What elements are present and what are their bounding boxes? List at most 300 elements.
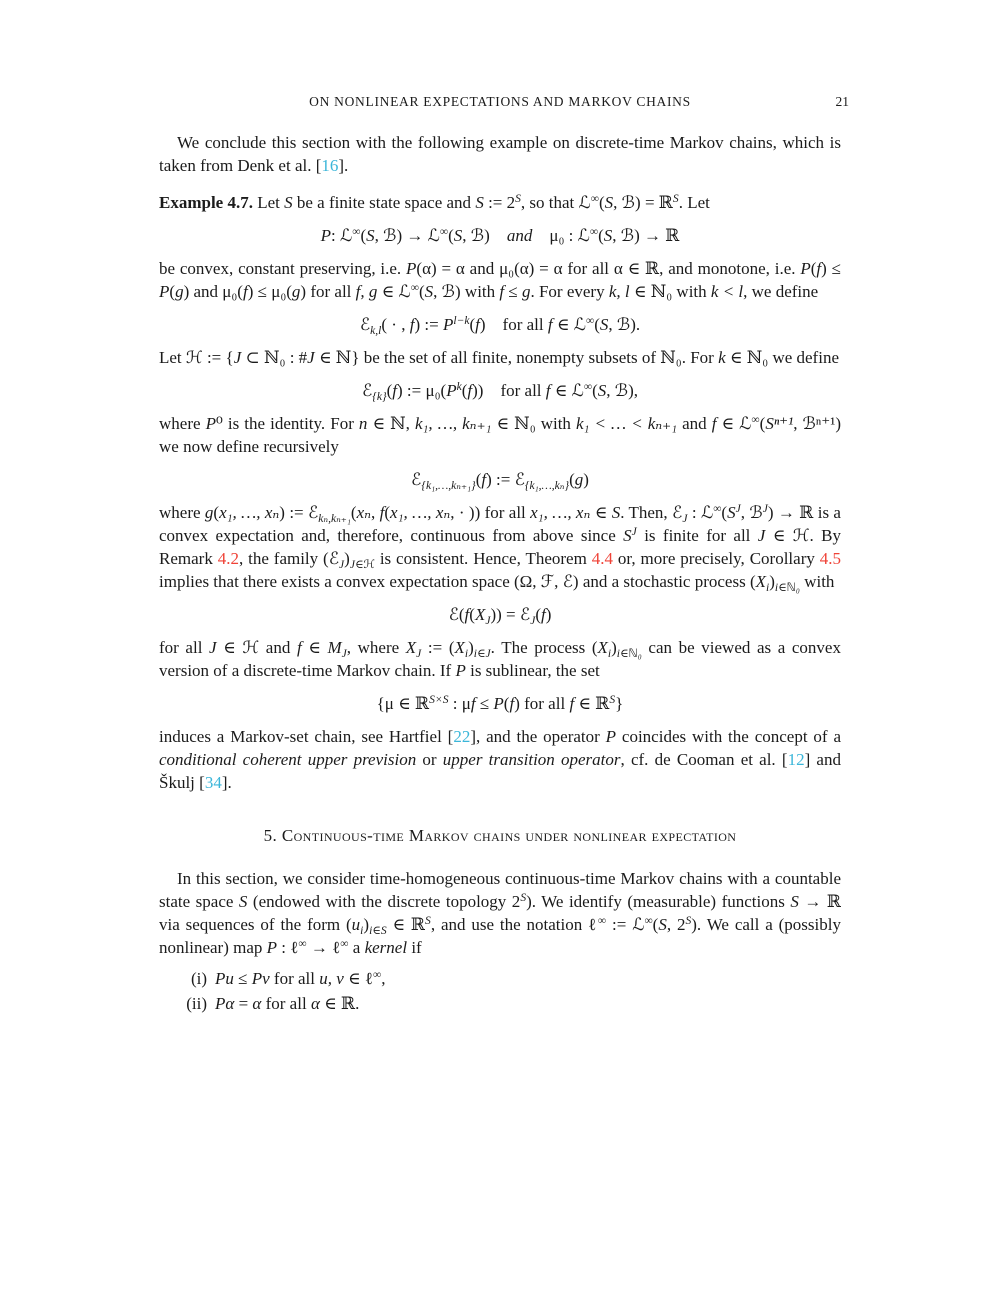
- text-run: S: [520, 891, 527, 905]
- text-run: f: [816, 259, 822, 278]
- text-run: X: [405, 638, 417, 657]
- text-run: S: [672, 192, 679, 206]
- text-run: ∈ ℓ: [343, 969, 374, 988]
- text-run: or, more precisely, Corollary: [612, 549, 820, 568]
- text-run: ( · ,: [381, 315, 410, 334]
- text-run: M: [327, 638, 342, 657]
- text-run: ∞: [340, 937, 349, 951]
- text-run: S: [604, 193, 614, 212]
- text-run: ) ≤ μ₀(: [247, 282, 292, 301]
- text-run: ∈ ℕ} be the set of all finite, nonempty subsets of ℕ₀. For: [314, 348, 719, 367]
- text-run: kernel: [364, 938, 408, 957]
- text-run: f: [296, 638, 302, 657]
- text-run: )): [472, 381, 484, 400]
- text-run: (: [469, 605, 475, 624]
- text-run: is consistent. Hence, Theorem: [374, 549, 592, 568]
- paragraph-example-4-7: [159, 191, 841, 214]
- text-run: J: [735, 502, 741, 516]
- text-run: , ℬ) = ℝ: [613, 193, 673, 212]
- text-run: =: [234, 994, 253, 1013]
- text-run: ∞: [585, 314, 595, 328]
- text-run: S: [238, 892, 248, 911]
- list-item-ii-text: [215, 991, 359, 1016]
- text-run: P: [455, 661, 466, 680]
- text-run: , we define: [743, 282, 819, 301]
- text-run: : ℓ: [277, 938, 299, 957]
- text-run: P: [320, 226, 331, 245]
- text-run: , where: [346, 638, 406, 657]
- text-run: ) := μ₀(: [397, 381, 447, 400]
- text-run: is sublinear, the set: [465, 661, 600, 680]
- text-run: k, l: [608, 282, 630, 301]
- text-run: J: [307, 348, 315, 367]
- text-run: implies that there exists a convex expectation space (Ω, ℱ, ℰ) and a stochastic process (: [159, 572, 756, 591]
- text-run: ∞: [644, 914, 653, 928]
- text-run: ) ≤: [821, 259, 841, 278]
- text-run: J: [209, 638, 217, 657]
- text-run: x₁, …, xₙ: [390, 503, 451, 522]
- text-run: ≤: [233, 969, 252, 988]
- text-run: i: [464, 646, 469, 660]
- text-run: ). We call a (possibly nonlinear) map: [159, 915, 841, 957]
- text-run: (: [652, 915, 659, 934]
- text-run: (: [169, 282, 176, 301]
- text-run: (: [569, 470, 575, 489]
- text-run: ℒ: [427, 226, 440, 245]
- text-run: J: [339, 557, 345, 571]
- paragraph-convex-monotone: [159, 257, 841, 303]
- text-run: ℒ: [571, 381, 584, 400]
- text-run: Sⁿ⁺¹: [765, 414, 794, 433]
- text-run: J: [631, 525, 637, 539]
- text-run: ℒ: [398, 282, 411, 301]
- text-run: (: [448, 226, 454, 245]
- text-run: ∈ ℝ: [574, 694, 610, 713]
- text-run: kₙ,kₙ₊₁: [318, 511, 351, 525]
- text-run: . The process (: [490, 638, 598, 657]
- equation-e-kl-definition: [159, 313, 841, 336]
- text-run: ∞: [410, 281, 419, 295]
- text-run: ℒ: [573, 315, 586, 334]
- text-run: ∈ ℝ.: [319, 994, 360, 1013]
- text-run: S: [284, 193, 293, 212]
- text-run: J: [682, 511, 688, 525]
- text-run: ∈ ℋ and: [216, 638, 297, 657]
- text-run: X: [474, 605, 486, 624]
- text-run: i: [607, 646, 612, 660]
- text-run: ∞: [751, 413, 760, 427]
- paragraph-where-g: [159, 501, 841, 593]
- text-run: is the identity. For: [222, 414, 359, 433]
- text-run: ℰ: [361, 381, 373, 400]
- text-run: f: [481, 470, 487, 489]
- text-run: be convex, constant preserving, i.e.: [159, 259, 407, 278]
- text-run: for all: [159, 638, 210, 657]
- text-run: P: [159, 282, 170, 301]
- text-run: ). We identify (measurable) functions: [526, 892, 791, 911]
- kernel-conditions-list: [159, 966, 841, 1016]
- text-run: ].: [221, 773, 232, 792]
- text-run: Let ℋ := {: [159, 348, 234, 367]
- text-run: ∈: [590, 503, 612, 522]
- text-run: (α) = α and μ₀(α) = α for all α ∈ ℝ, and monotone, i.e.: [416, 259, 801, 278]
- text-run: for all: [483, 381, 546, 400]
- text-run: X: [597, 638, 608, 657]
- text-run: {k}: [372, 389, 387, 403]
- text-run: ∈: [377, 282, 399, 301]
- text-run: ∈: [301, 638, 328, 657]
- text-run: Example 4.7.: [159, 193, 253, 212]
- text-run: ∞: [373, 968, 382, 982]
- text-run: ∈ ℕ₀ we define: [725, 348, 839, 367]
- text-run: J: [233, 348, 242, 367]
- text-run: , and use the notation ℓ: [430, 915, 598, 934]
- citation-link[interactable]: 12: [787, 750, 805, 769]
- text-run: ∞: [352, 225, 361, 239]
- citation-link[interactable]: 34: [204, 773, 222, 792]
- list-item-i-text: [215, 966, 386, 991]
- text-run: ℰ(: [448, 605, 465, 624]
- text-run: X: [454, 638, 465, 657]
- text-run: ∈: [552, 315, 574, 334]
- text-run: S: [727, 503, 736, 522]
- text-run: , ℬ) →: [374, 226, 428, 245]
- text-run: , ℬ),: [606, 381, 639, 400]
- text-run: ℒ: [632, 915, 645, 934]
- text-run: J: [485, 613, 491, 627]
- text-run: and: [489, 226, 550, 245]
- text-run: ) :=: [414, 315, 443, 334]
- text-run: μ₀ :: [549, 226, 578, 245]
- text-run: ℰ: [411, 470, 422, 489]
- text-run: := 2: [483, 193, 516, 212]
- text-run: ) for all: [514, 694, 570, 713]
- text-run: f: [711, 414, 717, 433]
- internal-ref-link[interactable]: 4.4: [591, 549, 613, 568]
- text-run: ⊂ ℕ₀ : #: [241, 348, 308, 367]
- text-run: ℒ: [577, 226, 590, 245]
- text-run: f: [242, 282, 248, 301]
- text-run: , so that: [520, 193, 579, 212]
- text-run: , ℬ): [462, 226, 490, 245]
- text-run: with: [799, 572, 835, 591]
- text-run: ): [611, 638, 617, 657]
- text-run: S: [425, 914, 431, 928]
- text-run: P: [800, 259, 811, 278]
- text-run: (: [599, 193, 605, 212]
- text-run: :: [330, 226, 340, 245]
- text-run: (: [475, 470, 482, 489]
- text-run: coincides with the concept of a: [616, 727, 841, 746]
- citation-link[interactable]: 22: [453, 727, 471, 746]
- text-run: ): [545, 605, 552, 624]
- text-run: α: [225, 994, 235, 1013]
- text-run: g: [204, 503, 214, 522]
- text-run: ∈ ℋ. By Remark: [159, 526, 841, 568]
- text-run: i∈J: [473, 646, 491, 660]
- text-run: ∞: [298, 937, 307, 951]
- text-run: . For every: [530, 282, 609, 301]
- text-run: or: [416, 750, 443, 769]
- text-run: (: [350, 503, 357, 522]
- text-run: i∈ℕ₀: [616, 646, 642, 660]
- text-run: and: [677, 414, 712, 433]
- text-run: (: [592, 381, 598, 400]
- text-run: (: [535, 605, 541, 624]
- text-run: (: [386, 381, 393, 400]
- text-run: P: [266, 938, 278, 957]
- text-run: ∈: [550, 381, 572, 400]
- text-run: for all: [261, 994, 311, 1013]
- text-run: upper transition operator: [442, 750, 621, 769]
- text-run: J∈ℋ: [349, 557, 375, 571]
- list-item-ii: [159, 991, 841, 1016]
- text-run: S: [685, 914, 692, 928]
- text-run: {μ ∈ ℝ: [376, 694, 430, 713]
- text-run: , ℬ).: [608, 315, 641, 334]
- text-run: (: [759, 414, 766, 433]
- text-run: {k₁,…,kₙ₊₁}: [421, 478, 476, 492]
- text-run: k: [718, 348, 726, 367]
- text-run: We conclude this section with the following example on discrete-time Markov chains, which is taken from Denk et al. [: [159, 133, 841, 175]
- text-run: ℒ: [739, 414, 752, 433]
- text-run: f: [470, 694, 476, 713]
- text-run: {k₁,…,kₙ}: [524, 478, 570, 492]
- text-run: for all: [485, 315, 548, 334]
- text-run: for all: [269, 969, 320, 988]
- text-run: ] and Škulj [: [159, 750, 841, 792]
- text-run: S: [609, 693, 616, 707]
- text-run: S: [453, 226, 463, 245]
- text-run: ].: [338, 156, 349, 175]
- text-run: f, g: [355, 282, 378, 301]
- text-run: ): [468, 638, 474, 657]
- text-run: a: [348, 938, 365, 957]
- text-run: k,l: [370, 323, 382, 337]
- text-run: α: [310, 994, 320, 1013]
- text-run: i∈ℕ₀: [774, 580, 800, 594]
- text-run: . Then,: [620, 503, 673, 522]
- text-run: (: [384, 503, 391, 522]
- text-run: (: [360, 226, 367, 245]
- text-run: ): [479, 315, 486, 334]
- text-run: In this section, we consider time-homogeneous continuous-time Markov chains with a countable state space: [159, 869, 841, 911]
- paragraph-identity-recursive: [159, 412, 841, 458]
- text-run: f: [379, 503, 385, 522]
- text-run: ): [344, 549, 350, 568]
- text-run: (: [721, 503, 728, 522]
- text-run: i∈S: [369, 923, 387, 937]
- text-run: f: [409, 315, 415, 334]
- paragraph-intro: [159, 131, 841, 177]
- text-run: i: [360, 923, 364, 937]
- text-run: f: [475, 315, 480, 334]
- text-run: J: [762, 502, 768, 516]
- text-run: x₁, …, xₙ: [530, 503, 591, 522]
- text-run: v: [262, 969, 270, 988]
- text-run: S: [603, 226, 613, 245]
- text-run: : μ: [448, 694, 471, 713]
- text-run: g: [521, 282, 531, 301]
- text-run: f: [467, 381, 473, 400]
- text-run: ): [583, 470, 589, 489]
- text-run: . Let: [678, 193, 710, 212]
- text-run: g: [291, 282, 301, 301]
- text-run: S: [623, 526, 632, 545]
- equation-mu-set: [159, 692, 841, 715]
- text-run: (: [594, 315, 600, 334]
- text-run: g: [175, 282, 184, 301]
- text-run: f: [545, 381, 551, 400]
- text-run: X: [755, 572, 767, 591]
- text-run: l−k: [453, 314, 470, 328]
- text-run: J: [341, 646, 347, 660]
- text-run: P: [493, 694, 504, 713]
- text-run: (: [418, 282, 425, 301]
- text-run: x₁, …, xₙ: [219, 503, 280, 522]
- equation-e-k-definition: [159, 379, 841, 402]
- text-run: (: [469, 315, 476, 334]
- text-run: n: [358, 414, 368, 433]
- equation-recursive-definition: [159, 468, 841, 491]
- text-run: ∈ ℕ,: [367, 414, 415, 433]
- text-run: ∞: [583, 380, 593, 394]
- text-run: , ℬ: [740, 503, 763, 522]
- text-run: S: [597, 381, 607, 400]
- equation-e-f-xj: [159, 603, 841, 626]
- text-run: ∞: [589, 225, 599, 239]
- text-run: f: [464, 605, 470, 624]
- text-run: J: [416, 646, 422, 660]
- text-run: conditional coherent upper prevision: [159, 750, 417, 769]
- text-run: J: [757, 526, 766, 545]
- paragraph-section5-intro: [159, 867, 841, 959]
- text-run: P: [406, 259, 417, 278]
- text-run: k₁ < … < kₙ₊₁: [575, 414, 678, 433]
- text-run: , · )) for all: [450, 503, 531, 522]
- text-run: P: [446, 381, 457, 400]
- text-run: ∞: [439, 225, 449, 239]
- text-run: ) := ℰ: [486, 470, 525, 489]
- running-head: [159, 94, 849, 110]
- text-run: , ℬ) → ℝ: [612, 226, 680, 245]
- page-number: 21: [835, 94, 849, 109]
- internal-ref-link[interactable]: 4.2: [217, 549, 239, 568]
- text-run: ℒ: [700, 503, 714, 522]
- text-run: α: [252, 994, 262, 1013]
- text-run: P: [215, 994, 226, 1013]
- text-run: induces a Markov-set chain, see Hartfiel [: [159, 727, 454, 746]
- text-run: ∈: [716, 414, 740, 433]
- text-run: (: [213, 503, 220, 522]
- text-run: ∈ ℝ: [386, 915, 426, 934]
- text-run: ) := ℰ: [279, 503, 319, 522]
- text-run: , the family (ℰ: [238, 549, 340, 568]
- text-run: u: [225, 969, 234, 988]
- text-run: can be viewed as a convex version of a discrete-time Markov chain. If: [159, 638, 841, 680]
- internal-ref-link[interactable]: 4.5: [819, 549, 841, 568]
- text-run: }: [615, 694, 624, 713]
- text-run: ∞: [713, 502, 722, 516]
- text-run: (: [598, 226, 604, 245]
- text-run: := (: [421, 638, 455, 657]
- text-run: S: [515, 192, 521, 206]
- text-run: P: [442, 315, 454, 334]
- text-run: S: [475, 193, 484, 212]
- equation-operators: [159, 224, 841, 247]
- text-run: f: [392, 381, 398, 400]
- text-run: where: [159, 414, 206, 433]
- text-run: :: [687, 503, 701, 522]
- text-run: f: [547, 315, 553, 334]
- text-run: ≤: [504, 282, 522, 301]
- text-run: u, v: [319, 969, 344, 988]
- list-item-i: [159, 966, 841, 991]
- list-item-i-label: (i): [190, 969, 207, 988]
- text-run: f: [499, 282, 505, 301]
- text-run: )) = ℰ: [490, 605, 531, 624]
- text-run: → ℝ via sequences of the form (: [159, 892, 841, 934]
- text-run: S: [366, 226, 375, 245]
- text-run: S: [599, 315, 609, 334]
- text-run: if: [407, 938, 422, 957]
- text-run: S: [424, 282, 434, 301]
- text-run: ) and μ₀(: [183, 282, 243, 301]
- text-run: P: [605, 727, 617, 746]
- running-title: ON NONLINEAR EXPECTATIONS AND MARKOV CHAINS: [309, 94, 691, 109]
- text-run: ℰ: [359, 315, 371, 334]
- text-run: ℰ: [672, 503, 683, 522]
- text-run: , 2: [666, 915, 686, 934]
- text-run: where: [159, 503, 205, 522]
- text-run: ∈ ℕ₀ with: [629, 282, 711, 301]
- text-run: xₙ: [356, 503, 372, 522]
- text-run: ∞: [590, 192, 599, 206]
- text-run: (: [810, 259, 817, 278]
- text-run: i: [766, 580, 770, 594]
- text-run: ⁰: [215, 414, 223, 433]
- text-run: S: [790, 892, 799, 911]
- text-run: :=: [606, 915, 633, 934]
- text-run: S: [611, 503, 621, 522]
- text-run: ≤: [475, 694, 494, 713]
- text-run: g: [574, 470, 584, 489]
- text-run: S: [658, 915, 667, 934]
- text-run: , ℬⁿ⁺¹) we now define recursively: [159, 414, 842, 456]
- text-run: P: [215, 969, 226, 988]
- text-run: k: [456, 380, 462, 394]
- text-run: , cf. de Cooman et al. [: [620, 750, 788, 769]
- text-run: k₁, …, kₙ₊₁: [414, 414, 492, 433]
- text-run: Let: [252, 193, 285, 212]
- text-run: ∈ ℕ₀ with: [491, 414, 576, 433]
- text-run: ,: [371, 503, 380, 522]
- text-run: be a finite state space and: [292, 193, 476, 212]
- text-run: ): [363, 915, 370, 934]
- citation-link[interactable]: 16: [321, 156, 339, 175]
- text-run: ,: [381, 969, 386, 988]
- text-run: u: [351, 915, 361, 934]
- text-run: (endowed with the discrete topology 2: [247, 892, 521, 911]
- text-run: P: [251, 969, 263, 988]
- text-run: f: [569, 694, 575, 713]
- paragraph-h-definition: [159, 346, 841, 369]
- text-run: ) → ℝ is a convex expectation and, therefore, continuous from above since: [159, 503, 841, 545]
- text-run: , ℬ) with: [433, 282, 500, 301]
- paragraph-induces-markov-set: [159, 725, 841, 794]
- section-5-heading: 5. Continuous-time Markov chains under nonlinear expectation: [263, 826, 737, 845]
- paragraph-for-all-j: [159, 636, 841, 682]
